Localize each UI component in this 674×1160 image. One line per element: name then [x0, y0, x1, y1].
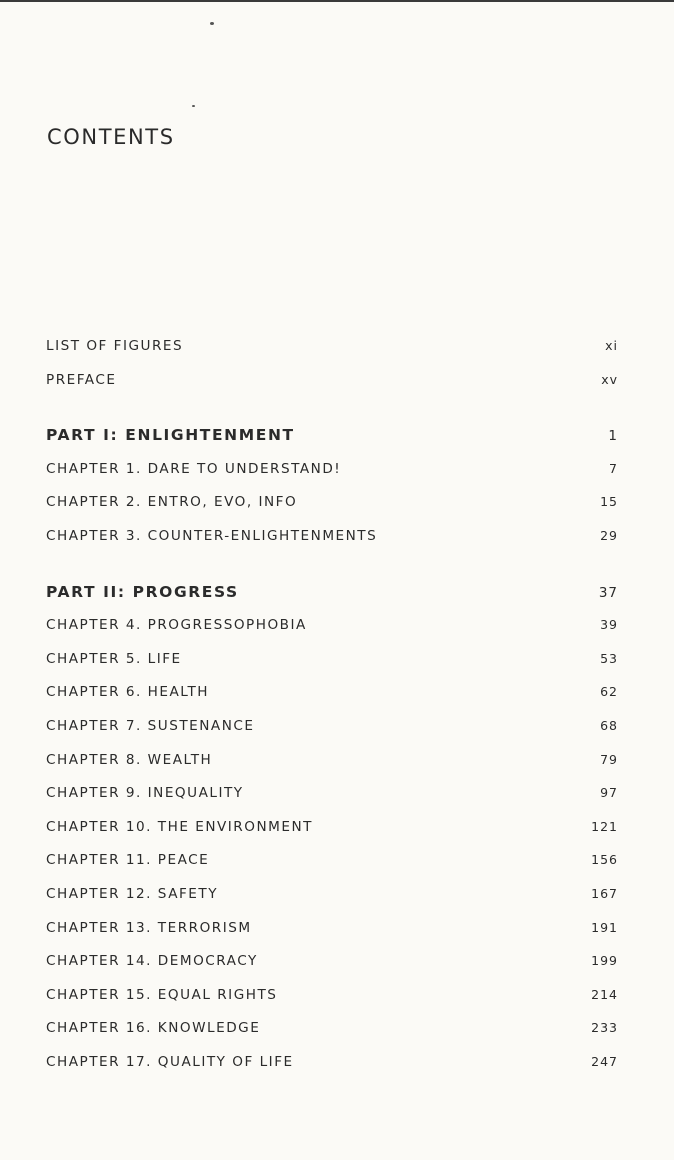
toc-chapter-11[interactable]: [46, 848, 618, 882]
paper-speck: [210, 22, 214, 25]
toc-entry-page: 39: [600, 617, 618, 633]
toc-entry-label: CHAPTER 16. KNOWLEDGE: [46, 1020, 261, 1037]
toc-entry-label: CHAPTER 1. DARE TO UNDERSTAND!: [46, 460, 342, 477]
toc-entry-page: 97: [600, 785, 618, 801]
toc-entry-page: 199: [591, 953, 618, 969]
toc-entry-page: 79: [600, 751, 618, 767]
toc-entry-label: LIST OF FIGURES: [46, 338, 184, 354]
toc-chapter-7[interactable]: [46, 714, 618, 748]
toc-entry-page: 15: [600, 494, 618, 510]
toc-entry-label: CHAPTER 2. ENTRO, EVO, INFO: [46, 494, 298, 511]
toc-entry-page: 62: [600, 684, 618, 700]
toc-chapter-16[interactable]: [46, 1016, 618, 1050]
toc-entry-page: 53: [600, 650, 618, 666]
toc-entry-label: CHAPTER 15. EQUAL RIGHTS: [46, 986, 278, 1003]
toc-entry-page: 37: [598, 584, 618, 601]
section-spacer: [46, 401, 618, 423]
toc-chapter-9[interactable]: [46, 781, 618, 815]
toc-entry-label: CHAPTER 8. WEALTH: [46, 751, 213, 768]
toc-entry-page: 7: [609, 460, 618, 476]
toc-entry-label: PREFACE: [46, 371, 117, 388]
table-of-contents: [46, 334, 618, 1083]
toc-entry-page: 233: [591, 1020, 618, 1036]
toc-entry-page: xi: [605, 338, 618, 353]
toc-entry-label: CHAPTER 4. PROGRESSOPHOBIA: [46, 617, 307, 634]
toc-entry-label: CHAPTER 14. DEMOCRACY: [46, 953, 258, 970]
page-title: CONTENTS: [47, 125, 175, 150]
toc-chapter-12[interactable]: [46, 882, 618, 916]
toc-entry-page: 121: [591, 818, 618, 834]
toc-entry-page: xv: [601, 371, 618, 387]
toc-chapter-1[interactable]: [46, 457, 618, 491]
toc-entry-page: 156: [591, 852, 618, 868]
toc-entry-list-of-figures[interactable]: [46, 334, 618, 368]
toc-entry-page: 29: [600, 527, 618, 543]
paper-speck: [192, 105, 195, 107]
toc-entry-label: CHAPTER 17. QUALITY OF LIFE: [46, 1053, 294, 1070]
toc-entry-page: 68: [600, 717, 618, 733]
toc-entry-page: 1: [608, 428, 618, 445]
toc-entry-label: CHAPTER 12. SAFETY: [46, 885, 219, 902]
toc-chapter-4[interactable]: [46, 613, 618, 647]
toc-entry-label: CHAPTER 10. THE ENVIRONMENT: [46, 818, 313, 835]
toc-chapter-17[interactable]: [46, 1050, 618, 1084]
toc-entry-label: CHAPTER 13. TERRORISM: [46, 919, 252, 936]
toc-entry-label: CHAPTER 11. PEACE: [46, 852, 210, 869]
toc-chapter-2[interactable]: [46, 490, 618, 524]
toc-chapter-13[interactable]: [46, 916, 618, 950]
toc-part-title: PART II: PROGRESS: [46, 582, 239, 601]
toc-part-1[interactable]: [46, 423, 618, 457]
toc-entry-page: 191: [591, 919, 618, 935]
toc-chapter-10[interactable]: [46, 815, 618, 849]
toc-chapter-14[interactable]: [46, 949, 618, 983]
toc-part-title: PART I: ENLIGHTENMENT: [46, 426, 295, 445]
toc-entry-page: 167: [591, 885, 618, 901]
toc-entry-page: 214: [591, 986, 618, 1002]
toc-entry-label: CHAPTER 9. INEQUALITY: [46, 785, 244, 802]
toc-chapter-15[interactable]: [46, 983, 618, 1017]
toc-entry-preface[interactable]: [46, 368, 618, 402]
toc-entry-label: CHAPTER 7. SUSTENANCE: [46, 717, 255, 734]
toc-entry-page: 247: [591, 1053, 618, 1069]
toc-part-2[interactable]: [46, 580, 618, 614]
toc-entry-label: CHAPTER 3. COUNTER-ENLIGHTENMENTS: [46, 527, 378, 544]
toc-chapter-6[interactable]: [46, 680, 618, 714]
toc-entry-label: CHAPTER 6. HEALTH: [46, 684, 209, 701]
toc-chapter-8[interactable]: [46, 748, 618, 782]
toc-chapter-5[interactable]: [46, 647, 618, 681]
page-top-edge: [0, 0, 674, 2]
toc-entry-label: CHAPTER 5. LIFE: [46, 650, 182, 667]
toc-chapter-3[interactable]: [46, 524, 618, 558]
section-spacer: [46, 558, 618, 580]
